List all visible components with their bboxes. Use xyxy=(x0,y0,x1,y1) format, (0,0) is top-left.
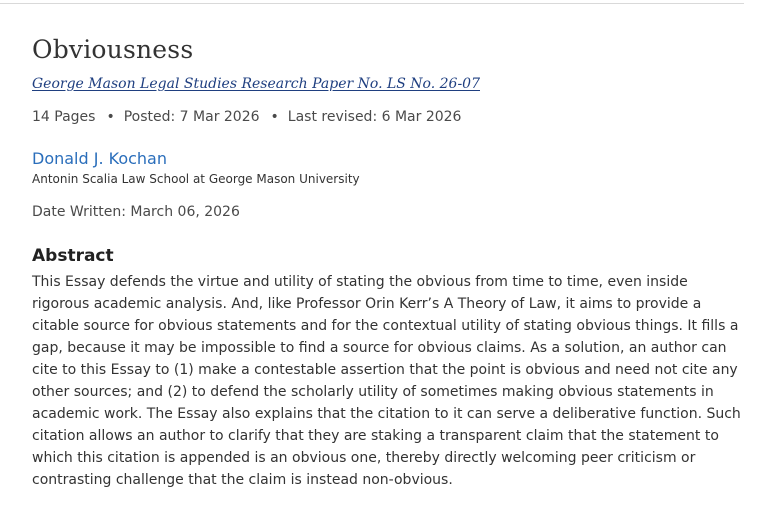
abstract-text: This Essay defends the virtue and utility of stating the obvious from time to time, even inside rigorous academic analysis. And, like Professor Orin Kerr’s A Theory of Law, it aims to provide a citable source for obvious statements and for the contextual utility of stating obvious things. It fills a gap, because it may be impossible to find a source for obvious claims. As a solution, an author can cite to this Essay to (1) make a contestable assertion that the point is obvious and need not cite any other sources; and (2) to defend the scholarly utility of sometimes making obvious statements in academic work. The Essay also explains that the citation to it can serve a deliberative function. Such citation allows an author to clarify that they are staking a transparent claim that the statement to which this citation is appended is an obvious one, thereby directly welcoming peer criticism or contrasting challenge that the claim is instead non-obvious. xyxy=(32,274,741,488)
paper-detail xyxy=(32,34,744,505)
paper-meta xyxy=(32,108,744,126)
author-link[interactable]: Donald J. Kochan xyxy=(32,149,167,168)
paper-title: Obviousness xyxy=(32,35,194,64)
abstract-heading: Abstract xyxy=(32,246,114,266)
series-link[interactable]: George Mason Legal Studies Research Paper No. LS No. 26-07 xyxy=(32,76,480,92)
date-written: Date Written: March 06, 2026 xyxy=(32,204,240,220)
meta-separator: • xyxy=(270,109,279,125)
meta-separator: • xyxy=(106,109,115,125)
last-revised-date: Last revised: 6 Mar 2026 xyxy=(287,109,462,125)
posted-date: Posted: 7 Mar 2026 xyxy=(123,109,260,125)
page-count: 14 Pages xyxy=(32,109,96,125)
top-divider xyxy=(0,3,744,4)
author-affiliation: Antonin Scalia Law School at George Mason University xyxy=(32,172,360,186)
